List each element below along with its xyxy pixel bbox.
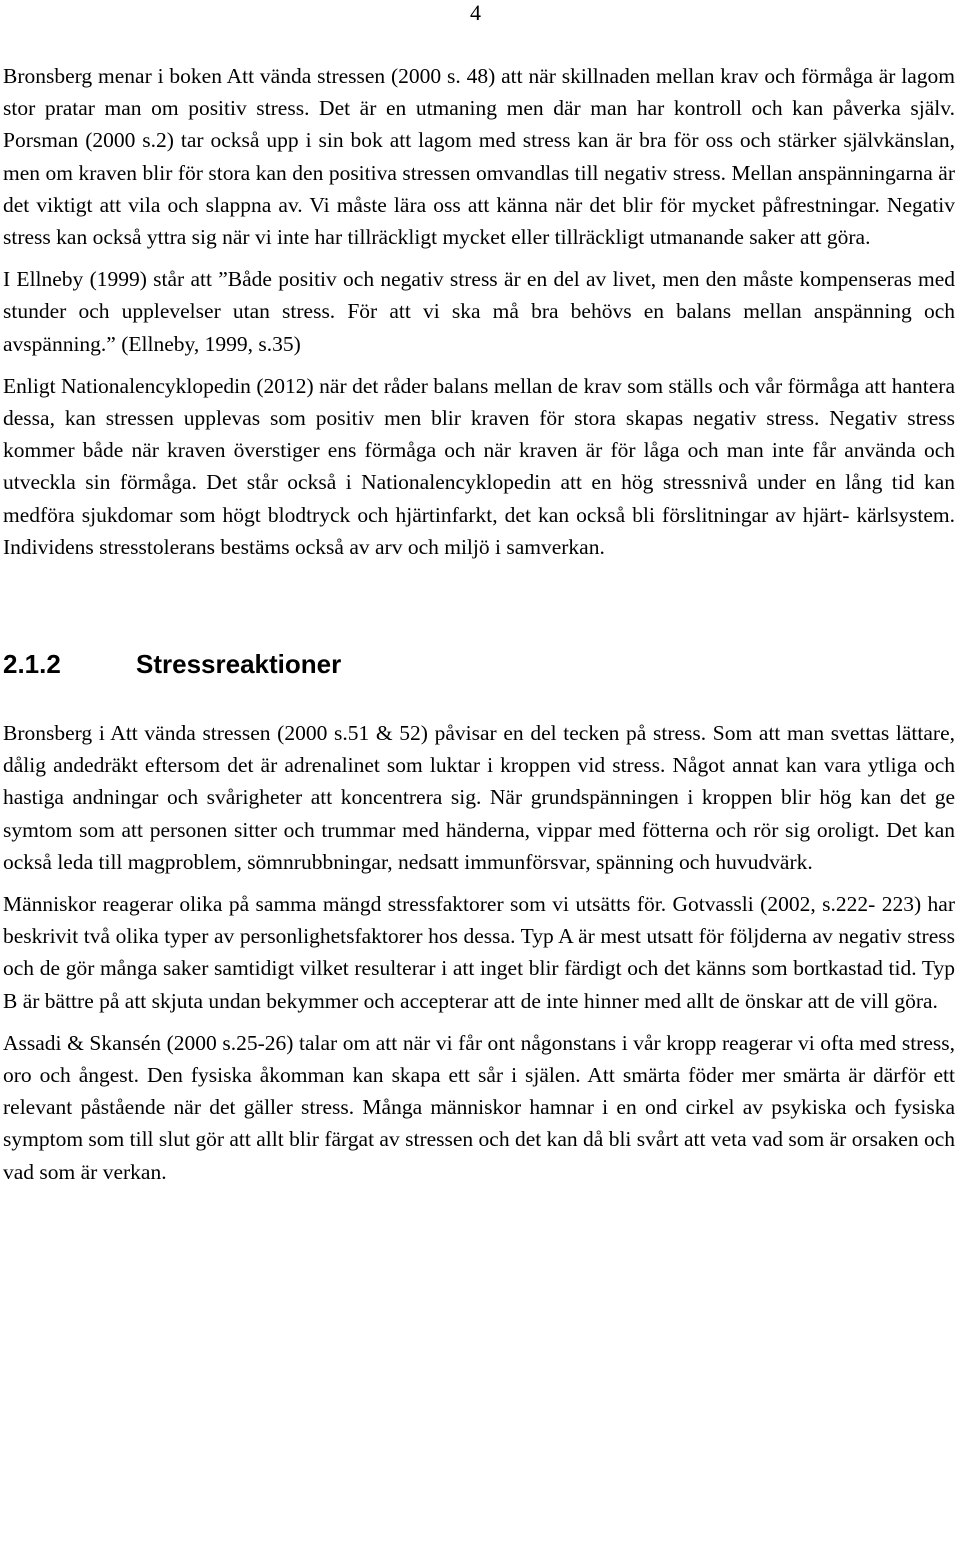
section-title: Stressreaktioner — [136, 649, 342, 680]
paragraph-stress-signs: Bronsberg i Att vända stressen (2000 s.51 & 52) påvisar en del tecken på stress. Som att man svettas lättare, dålig andedräkt eftersom det är adrenalinet som luktar i kroppen vid stress. Något annat kan vara ytliga och hastiga andningar och svårigheter att koncentrera sig. När grundspänningen i kroppen blir hög kan det ge symtom som att personen sitter och trummar med händerna, vippar med fötterna och rör sig oroligt. Det kan också leda till magproblem, sömnrubbningar, nedsatt immunförsvar, spänning och huvudvärk. — [3, 721, 955, 874]
page-number: 4 — [470, 0, 481, 25]
section-number: 2.1.2 — [3, 649, 61, 680]
paragraph-nationalencyklopedin: Enligt Nationalencyklopedin (2012) när det råder balans mellan de krav som ställs och vår förmåga att hantera dessa, kan stressen upplevas som positiv men blir kraven för stora skapas negativ stress. Negativ stress kommer både när kraven överstiger ens förmåga och när kraven är för låga och man inte får använda och utveckla sin förmåga. Det står också i Nationalencyklopedin att en hög stressnivå under en lång tid kan medföra sjukdomar som högt blodtryck och hjärtinfarkt, det kan också bli förslitningar av hjärt- kärlsystem. Individens stresstolerans bestäms också av arv och miljö i samverkan. — [3, 373, 955, 559]
paragraph-positive-stress: Bronsberg menar i boken Att vända stressen (2000 s. 48) att när skillnaden mellan krav och förmåga är lagom stor pratar man om positiv stress. Det är en utmaning men där man har kontroll och kan påverka själv. Porsman (2000 s.2) tar också upp i sin bok att lagom med stress kan är bra för oss och stärker självkänslan, men om kraven blir för stora kan den positiva stressen omvandlas till negativ stress. Mellan anspänningarna är det viktigt att vila och slappna av. Vi måste lära oss att känna när det blir för mycket påfrestningar. Negativ stress kan också yttra sig när vi inte har tillräckligt mycket eller tillräckligt utmanande saker att göra. — [3, 64, 955, 250]
paragraph-physical-pain: Assadi & Skansén (2000 s.25-26) talar om att när vi får ont någonstans i vår kropp reagerar vi ofta med stress, oro och ångest. Den fysiska åkomman kan skapa ett sår i själen. Att smärta föder mer smärta är därför ett relevant påstående när det gäller stress. Många människor hamnar i en ond cirkel av psykiska och fysiska symptom som till slut gör att allt blir färgat av stressen och det kan då bli svårt att veta vad som är orsaken och vad som är verkan. — [3, 1030, 955, 1184]
section-heading — [3, 649, 955, 679]
document-body — [3, 60, 955, 1198]
paragraph-personality-types: Människor reagerar olika på samma mängd stressfaktorer som vi utsätts för. Gotvassli (2002, s.222- 223) har beskrivit två olika typer av personlighetsfaktorer hos dessa. Typ A är mest utsatt för följderna av negativ stress och de gör många saker samtidigt vilket resulterar i att inget blir färdigt och det känns som bortkastad tid. Typ B är bättre på att skjuta undan bekymmer och accepterar att de inte hinner med allt de önskar att de vill göra. — [3, 892, 955, 1013]
paragraph-ellneby-quote: I Ellneby (1999) står att ”Både positiv och negativ stress är en del av livet, men den måste kompenseras med stunder och upplevelser utan stress. För att vi ska må bra behövs en balans mellan anspänning och avspänning.” (Ellneby, 1999, s.35) — [3, 267, 955, 356]
